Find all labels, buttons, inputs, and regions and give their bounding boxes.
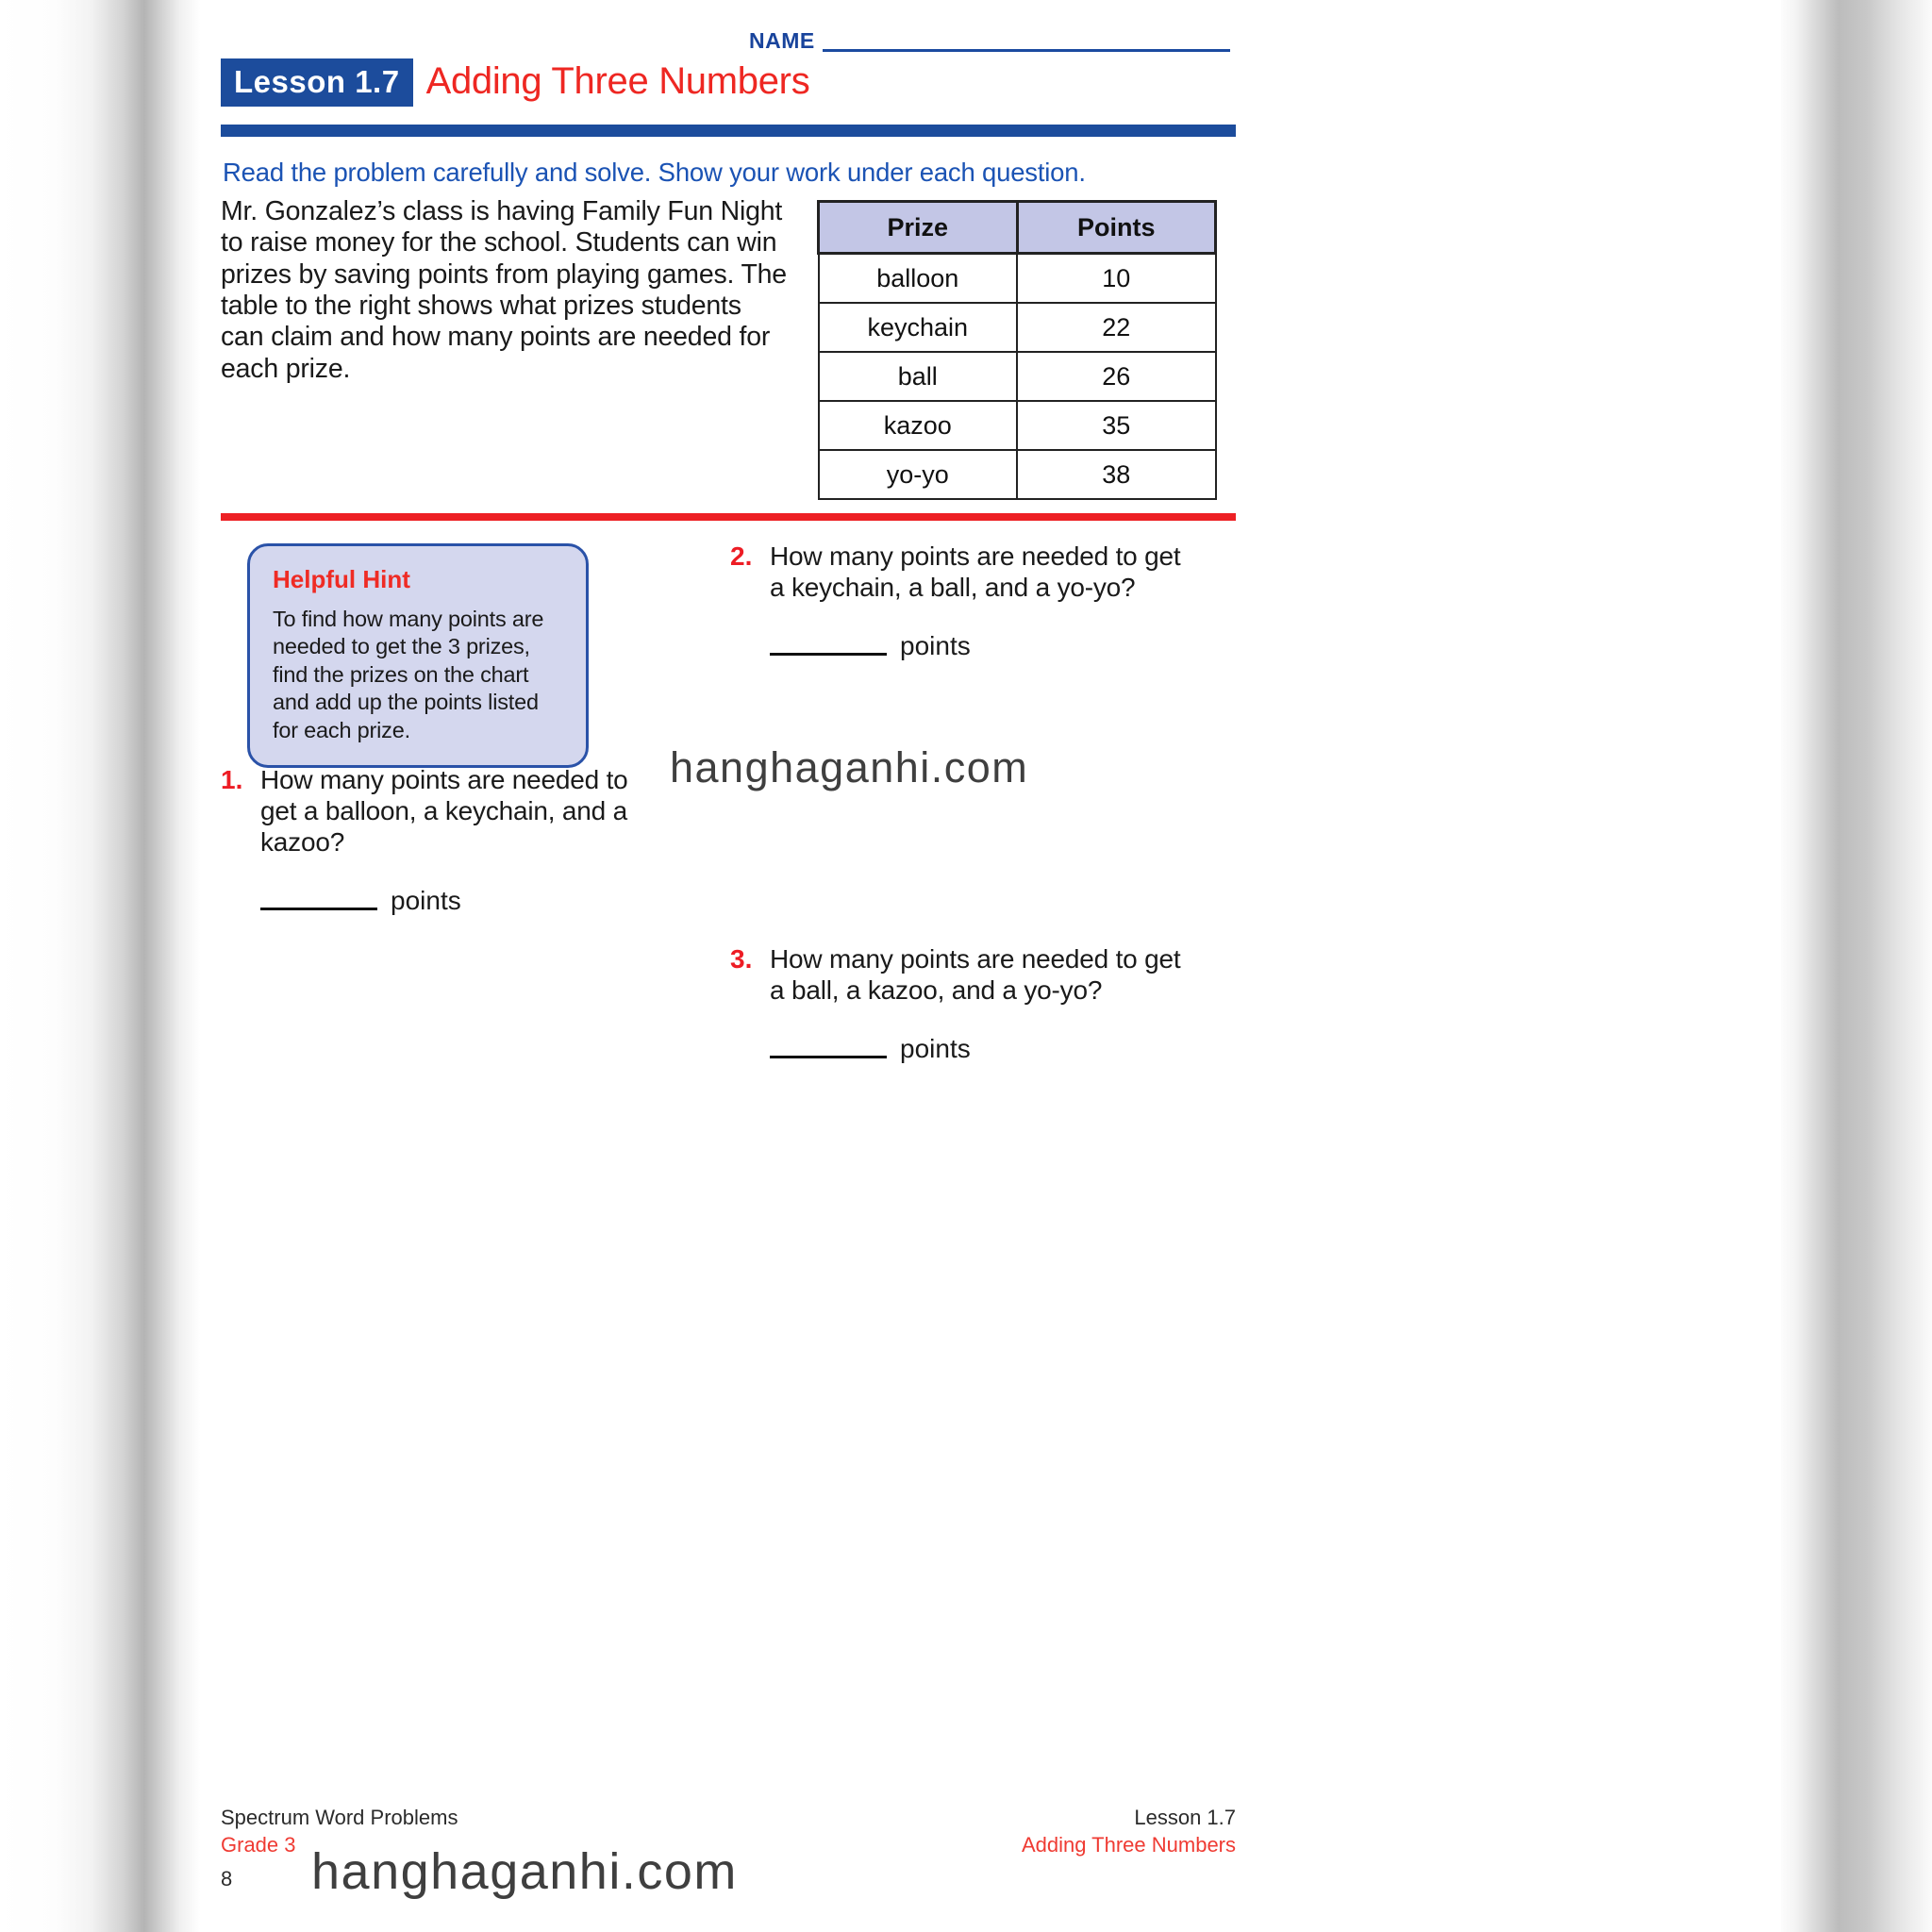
table-row (819, 352, 1216, 401)
header-rule-blue (221, 125, 1236, 137)
instruction-text: Read the problem carefully and solve. Show your work under each question. (223, 158, 1086, 187)
footer-grade: Grade 3 (221, 1833, 296, 1857)
problem-statement: Mr. Gonzalez’s class is having Family Fun Night to raise money for the school. Students can win prizes by saving points from playing games. The table to the right shows what prizes students can claim and how many points are needed for each prize. (221, 196, 787, 384)
answer-row[interactable] (770, 631, 1202, 661)
question-2 (730, 541, 1202, 661)
column-header-prize: Prize (819, 202, 1018, 254)
question-3 (730, 943, 1202, 1064)
page-scan-edge-left (0, 0, 200, 1932)
section-divider-red (221, 513, 1236, 521)
cell-prize: yo-yo (819, 450, 1018, 499)
question-number: 2. (730, 541, 753, 571)
name-label: NAME (749, 28, 815, 53)
table-header-row (819, 202, 1216, 254)
question-text: How many points are needed to get a keychain, a ball, and a yo-yo? (770, 541, 1181, 603)
cell-points: 10 (1017, 254, 1216, 304)
name-write-line[interactable] (823, 49, 1230, 52)
question-text: How many points are needed to get a ball, a kazoo, and a yo-yo? (770, 944, 1181, 1006)
watermark-bottom: hanghaganhi.com (311, 1843, 738, 1900)
helpful-hint-title: Helpful Hint (273, 565, 410, 593)
question-content (770, 541, 1202, 661)
footer-page-number: 8 (221, 1866, 233, 1890)
cell-points: 35 (1017, 401, 1216, 450)
cell-prize: kazoo (819, 401, 1018, 450)
question-text: How many points are needed to get a balloon, a keychain, and a kazoo? (260, 765, 628, 858)
worksheet-page (200, 0, 1781, 1932)
footer-book-title: Spectrum Word Problems (221, 1806, 458, 1829)
answer-row[interactable] (260, 886, 664, 916)
answer-unit-label: points (900, 631, 971, 661)
cell-prize: balloon (819, 254, 1018, 304)
lesson-header (221, 58, 809, 107)
lesson-number-chip: Lesson 1.7 (221, 58, 413, 107)
column-header-points: Points (1017, 202, 1216, 254)
cell-prize: ball (819, 352, 1018, 401)
prize-points-table (817, 200, 1217, 500)
helpful-hint-body: To find how many points are needed to get the 3 prizes, find the prizes on the chart and add up the points listed for each prize. (273, 607, 544, 742)
cell-points: 22 (1017, 303, 1216, 352)
footer-lesson-subtitle: Adding Three Numbers (1021, 1833, 1236, 1857)
cell-points: 26 (1017, 352, 1216, 401)
table-row (819, 254, 1216, 304)
table-row (819, 401, 1216, 450)
answer-row[interactable] (770, 1034, 1202, 1064)
watermark-middle: hanghaganhi.com (670, 743, 1029, 791)
helpful-hint-box (247, 543, 589, 768)
question-number: 3. (730, 944, 753, 974)
question-number: 1. (221, 765, 243, 794)
answer-unit-label: points (900, 1034, 971, 1064)
answer-unit-label: points (391, 886, 461, 916)
worksheet-content (221, 0, 1236, 1932)
footer-right (1022, 1804, 1236, 1859)
name-field[interactable] (749, 28, 1230, 56)
footer-lesson: Lesson 1.7 (1134, 1806, 1236, 1829)
page-scan-edge-right (1776, 0, 1932, 1932)
answer-blank[interactable] (770, 1056, 887, 1058)
answer-blank[interactable] (770, 653, 887, 656)
table-row (819, 450, 1216, 499)
question-content (770, 943, 1202, 1064)
answer-blank[interactable] (260, 908, 377, 910)
cell-prize: keychain (819, 303, 1018, 352)
question-1 (221, 764, 664, 916)
page-title: Adding Three Numbers (425, 59, 810, 102)
question-content (260, 764, 664, 916)
table-row (819, 303, 1216, 352)
cell-points: 38 (1017, 450, 1216, 499)
